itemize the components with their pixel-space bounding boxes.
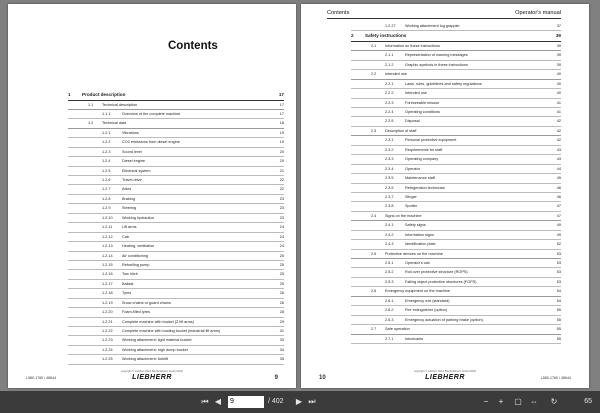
zoom-out-icon[interactable]: − — [483, 397, 489, 406]
toc-entry[interactable] — [68, 101, 284, 110]
toc-entry[interactable] — [351, 193, 561, 202]
toc-entry-number: 1.2.3 — [102, 149, 111, 154]
toc-entry-title: Signs on the machine — [385, 213, 422, 218]
toc-entry[interactable] — [68, 280, 284, 289]
toc-entry-title: Intoxicants — [405, 336, 424, 341]
toc-entry-title: Travel drive — [122, 178, 142, 182]
toc-entry[interactable] — [351, 174, 561, 183]
toc-entry[interactable] — [68, 270, 284, 279]
toc-entry[interactable] — [351, 306, 561, 315]
toc-entry-number: 1.2 — [88, 121, 94, 126]
toc-entry-page: 39 — [555, 33, 561, 39]
toc-entry-number: 1.2.19 — [102, 300, 113, 305]
toc-entry-title: Snow chains or guard chains — [122, 300, 171, 305]
toc-entry-page: 24 — [279, 234, 284, 239]
toc-entry-title: Diesel engine — [122, 159, 146, 164]
toc-entry-number: 1.2.11 — [102, 225, 113, 230]
toc-entry-title: Lift arms — [122, 225, 137, 230]
toc-entry-page: 39 — [556, 53, 561, 58]
toc-entry-page: 55 — [556, 308, 561, 313]
toc-entry-number: 2.4.2 — [385, 232, 394, 237]
toc-entry[interactable] — [351, 127, 561, 136]
toc-entry-page: 41 — [556, 110, 561, 114]
toc-entry-title: Maintenance staff — [405, 176, 435, 181]
toc-entry-page: 25 — [279, 281, 284, 286]
toc-entry-title: Intended use — [405, 91, 427, 96]
toc-entry-title: Description of staff — [385, 128, 417, 133]
toc-entry-title: Information signs — [405, 232, 434, 237]
toc-entry-title: Braking — [122, 196, 135, 201]
toc-entry-title: Electrical system — [122, 168, 151, 173]
toc-entry-title: Safety instructions — [365, 33, 407, 39]
toc-entry-page: 54 — [556, 289, 561, 294]
toc-entry-title: Axles — [122, 187, 132, 192]
toc-entry[interactable] — [351, 108, 561, 117]
toc-entry[interactable] — [351, 212, 561, 221]
toc-entry-page: 46 — [556, 185, 561, 190]
document-page-right — [301, 4, 589, 388]
toc-entry-number: 1.2.2 — [102, 140, 111, 145]
toc-entry[interactable] — [68, 148, 284, 157]
toc-entry-title: Refrigeration technician — [405, 185, 445, 190]
toc-entry-number: 1.2.24 — [102, 347, 113, 352]
page-footer — [26, 371, 278, 381]
toc-entry-page: 35 — [279, 357, 284, 362]
fit-page-icon[interactable]: ▢ — [514, 397, 522, 406]
toc-entry-number: 1.2.8 — [102, 196, 111, 201]
toc-entry-title: Identification plate — [405, 242, 436, 247]
toc-entry-page: 55 — [556, 336, 561, 341]
toc-entry-page: 33 — [279, 338, 284, 343]
toc-entry-page: 24 — [279, 225, 284, 230]
toc-entry-page: 18 — [279, 121, 284, 126]
toc-entry-number: 2.6.2 — [385, 308, 394, 313]
toc-entry[interactable] — [68, 204, 284, 213]
toc-entry-title: Vibrations — [122, 130, 139, 135]
document-code: L580-1760 / 48644 — [26, 376, 57, 380]
toc-entry-number: 1.2.14 — [102, 253, 113, 258]
toc-entry-page: 23 — [279, 206, 284, 211]
toc-entry[interactable] — [351, 31, 561, 42]
toc-entry-number: 1.2.23 — [102, 338, 113, 343]
toc-entry-page: 34 — [279, 347, 284, 352]
toc-entry-title: Requirements for staff — [405, 147, 443, 152]
toc-entry-title: Working attachment: high dump bucket — [122, 347, 188, 352]
toc-entry-page: 46 — [556, 194, 561, 199]
toc-entry-number: 1.2.16 — [102, 272, 113, 277]
last-page-icon[interactable]: ⏭ — [308, 397, 316, 406]
toc-entry-page: 31 — [279, 329, 284, 333]
toc-entry-number: 2.2.3 — [385, 100, 394, 105]
toc-entry-number: 1.2.21 — [102, 319, 113, 324]
toc-entry-title: Disposal — [405, 119, 420, 124]
toc-entry[interactable] — [351, 240, 561, 249]
toc-entry-number: 1.1 — [88, 102, 94, 107]
toc-entry[interactable] — [68, 252, 284, 261]
brand-logo: LIEBHERR — [425, 374, 465, 381]
toc-entry-page: 40 — [556, 91, 561, 96]
toc-entry[interactable] — [351, 297, 561, 306]
toc-entry[interactable] — [351, 80, 561, 89]
toc-entry[interactable] — [68, 327, 284, 336]
first-page-icon[interactable]: ⏮ — [201, 397, 209, 406]
toc-entry[interactable] — [68, 110, 284, 119]
toc-entry[interactable] — [68, 355, 284, 364]
toc-entry-number: 2 — [351, 33, 354, 39]
toc-entry-title: Refuelling pump — [122, 262, 150, 267]
toc-entry-number: 1 — [68, 92, 71, 97]
page-footer — [319, 371, 571, 381]
toc-entry-number: 2.3.2 — [385, 147, 394, 152]
toc-entry-page: 42 — [556, 128, 561, 133]
toc-entry-number: 2.3.5 — [385, 176, 394, 181]
toc-entry[interactable] — [351, 278, 561, 287]
toc-entry[interactable] — [351, 287, 561, 296]
toc-entry-number: 2.5.3 — [385, 279, 394, 284]
toc-entry-title: Emergency exit (standard) — [405, 298, 450, 303]
toc-entry-page: 49 — [556, 232, 561, 237]
toc-entry-number: 2.6.3 — [385, 317, 394, 322]
toc-entry-number: 1.2.20 — [102, 310, 113, 315]
toc-entry-title: Spotter — [405, 204, 418, 209]
toc-entry-title: Safe operation — [385, 327, 410, 332]
document-page-left — [8, 4, 296, 388]
toc-entry-number: 2.3.1 — [385, 138, 394, 143]
toc-entry-page: 49 — [556, 223, 561, 228]
toc-entry-title: Personal protective equipment — [405, 138, 457, 143]
toc-entry[interactable] — [351, 51, 561, 60]
table-of-contents — [68, 90, 284, 365]
toc-entry-number: 1.2.4 — [102, 159, 111, 164]
toc-entry-page: 52 — [556, 242, 561, 247]
viewer-toolbar — [0, 391, 600, 413]
copyright-text: copyright © Liebherr-Werk Bischofshofen GmbH 2020 — [121, 370, 183, 373]
toc-entry-title: Intended use — [385, 72, 407, 77]
toc-entry-page: 39 — [556, 62, 561, 67]
toc-entry-number: 2.3.7 — [385, 194, 394, 199]
toc-entry-title: CO2 emissions from diesel engine — [122, 140, 180, 145]
toc-entry[interactable] — [68, 176, 284, 185]
toc-entry-page: 42 — [556, 119, 561, 124]
toc-entry-title: Emergency equipment on the machine — [385, 289, 451, 294]
toc-entry[interactable] — [351, 259, 561, 268]
toc-entry-title: Operating company — [405, 157, 439, 162]
toc-entry[interactable] — [351, 146, 561, 155]
toc-entry-number: 2.3.3 — [385, 157, 394, 162]
toc-entry-page: 20 — [279, 149, 284, 154]
toc-entry-title: Operating conditions — [405, 110, 440, 114]
margin-stamp — [579, 174, 583, 244]
table-of-contents — [351, 22, 561, 344]
toc-entry[interactable] — [351, 70, 561, 79]
toc-entry-number: 2.6.1 — [385, 298, 394, 303]
toc-entry-page: 42 — [556, 138, 561, 143]
toc-entry-title: Roll over protective structure (ROPS) — [405, 270, 468, 275]
toc-entry-title: Laws, rules, guidelines and safety regulations — [405, 81, 482, 86]
toc-entry[interactable] — [68, 195, 284, 204]
toc-entry-number: 2.1.1 — [385, 53, 394, 58]
toc-entry-title: Working hydraulics — [122, 215, 155, 220]
toc-entry-title: Air conditioning — [122, 253, 148, 258]
toc-entry-title: Complete machine with loading bucket (industrial lift arms) — [122, 329, 221, 333]
toc-entry-title: Complete machine with bucket (Z lift arms) — [122, 319, 194, 324]
toc-entry[interactable] — [68, 167, 284, 176]
next-page-icon[interactable]: ▶ — [295, 397, 303, 406]
page-number-input[interactable] — [228, 396, 264, 408]
toc-entry[interactable] — [351, 89, 561, 98]
toc-entry[interactable] — [68, 233, 284, 242]
toc-entry[interactable] — [68, 185, 284, 194]
zoom-in-icon[interactable]: + — [498, 397, 504, 406]
toc-entry[interactable] — [351, 155, 561, 164]
toc-entry-page: 25 — [279, 253, 284, 258]
toc-entry[interactable] — [351, 22, 561, 31]
toc-entry-page: 19 — [279, 130, 284, 135]
toc-entry-title: Emergency actuation of parking brake (option) — [405, 317, 483, 322]
toc-entry[interactable] — [68, 119, 284, 128]
toc-entry-title: Technical data — [102, 121, 127, 126]
toc-entry-number: 2.7.1 — [385, 336, 394, 341]
toc-entry-page: 17 — [278, 92, 284, 97]
toc-entry-number: 2.4.1 — [385, 223, 394, 228]
rotate-icon[interactable]: ↻ — [550, 397, 558, 406]
toc-entry-page: 24 — [279, 244, 284, 249]
toc-entry-number: 1.2.10 — [102, 215, 113, 220]
toc-entry-number: 1.2.27 — [385, 24, 396, 28]
toc-entry-number: 2.2.1 — [385, 81, 394, 86]
toc-entry-title: Working attachment: forklift — [122, 357, 168, 362]
toc-entry-number: 1.2.17 — [102, 281, 113, 286]
toc-entry[interactable] — [351, 42, 561, 51]
toc-entry-page: 43 — [556, 157, 561, 162]
toc-entry-number: 2.7 — [371, 327, 377, 332]
toc-entry-title: Fire extinguisher (option) — [405, 308, 447, 313]
toc-entry-title: Foam-filled tyres — [122, 310, 151, 315]
toc-entry-page: 40 — [556, 72, 561, 77]
toc-entry-page: 26 — [279, 291, 284, 296]
toc-entry-title: Cab — [122, 234, 129, 239]
toc-entry-number: 1.2.1 — [102, 130, 111, 135]
toc-entry[interactable] — [351, 221, 561, 230]
toc-entry-number: 2.1 — [371, 43, 377, 48]
page-title: Contents — [168, 40, 218, 52]
toc-entry-page: 47 — [556, 204, 561, 209]
toc-entry-page: 20 — [279, 159, 284, 164]
toc-entry[interactable] — [68, 318, 284, 327]
toc-entry-title: Safety signs — [405, 223, 426, 228]
toc-entry-title: Steering — [122, 206, 137, 211]
prev-page-icon[interactable]: ◀ — [214, 397, 222, 406]
toc-entry-title: Technical description — [102, 102, 138, 107]
toc-entry[interactable] — [351, 268, 561, 277]
toc-entry-title: Tow hitch — [122, 272, 138, 277]
toc-entry-number: 2.3.6 — [385, 185, 394, 190]
toc-entry[interactable] — [68, 214, 284, 223]
toc-entry-title: Product description — [82, 92, 126, 97]
copyright-text: copyright © Liebherr-Werk Bischofshofen GmbH 2020 — [414, 370, 476, 373]
toc-entry-title: Falling object protective structures (FOPS) — [405, 279, 477, 284]
toc-entry[interactable] — [68, 90, 284, 101]
toc-entry-title: Representation of warning messages — [405, 53, 468, 58]
toc-entry[interactable] — [68, 157, 284, 166]
toc-entry-page: 22 — [279, 187, 284, 192]
toc-entry[interactable] — [68, 129, 284, 138]
toc-entry-title: Foreseeable misuse — [405, 100, 440, 105]
toc-entry-page: 29 — [279, 319, 284, 324]
toc-entry-title: Graphic symbols in these instructions — [405, 62, 468, 67]
toc-entry[interactable] — [68, 242, 284, 251]
zoom-level[interactable]: 65 — [584, 398, 592, 405]
toc-entry[interactable] — [351, 325, 561, 334]
toc-entry-page: 55 — [556, 317, 561, 322]
toc-entry[interactable] — [351, 61, 561, 70]
toc-entry-title: Operator's cab — [405, 261, 430, 265]
toc-entry-number: 2.2.5 — [385, 119, 394, 124]
toc-entry-page: 28 — [279, 310, 284, 315]
toc-entry-page: 22 — [279, 178, 284, 182]
toc-entry-page: 23 — [279, 196, 284, 201]
toc-entry-number: 1.2.6 — [102, 178, 111, 182]
page-number: 10 — [319, 375, 326, 381]
toc-entry-number: 2.5 — [371, 251, 377, 256]
toc-entry-page: 23 — [279, 215, 284, 220]
toc-entry-number: 2.4 — [371, 213, 377, 218]
toc-entry-page: 53 — [556, 270, 561, 275]
toc-entry[interactable] — [351, 316, 561, 325]
toc-entry-number: 1.2.5 — [102, 168, 111, 173]
toc-entry-title: Slinger — [405, 194, 417, 199]
page-count: / 402 — [268, 398, 284, 405]
toc-entry[interactable] — [351, 231, 561, 240]
page-number: 9 — [274, 375, 278, 381]
toc-entry-number: 2.2.2 — [385, 91, 394, 96]
toc-entry[interactable] — [68, 138, 284, 147]
toc-entry[interactable] — [351, 202, 561, 211]
toc-entry-title: Working attachment: light material bucket — [122, 338, 192, 343]
header-manual-title: Operator's manual — [515, 10, 561, 16]
toc-entry-number: 2.2 — [371, 72, 377, 77]
toc-entry-number: 1.2.22 — [102, 329, 113, 333]
toc-entry[interactable] — [68, 299, 284, 308]
toc-entry-number: 2.3.4 — [385, 166, 394, 171]
toc-entry[interactable] — [68, 346, 284, 355]
toc-entry-page: 26 — [279, 300, 284, 305]
toc-entry-number: 1.2.18 — [102, 291, 113, 296]
toc-entry-title: Operator — [405, 166, 420, 171]
toc-entry-page: 25 — [279, 272, 284, 277]
toc-entry-title: Heating, ventilation — [122, 244, 155, 249]
toc-entry-page: 53 — [556, 251, 561, 256]
toc-entry-number: 2.2.4 — [385, 110, 394, 114]
toc-entry[interactable] — [351, 136, 561, 145]
toc-entry-page: 47 — [556, 213, 561, 218]
toc-entry-number: 2.6 — [371, 289, 377, 294]
toc-entry-number: 2.5.1 — [385, 261, 394, 265]
toc-entry-page: 41 — [556, 100, 561, 105]
toc-entry-number: 1.2.7 — [102, 187, 111, 192]
toc-entry-title: Sound level — [122, 149, 142, 154]
margin-stamp — [12, 174, 16, 244]
toc-entry-page: 21 — [279, 168, 284, 173]
toc-entry[interactable] — [68, 261, 284, 270]
toc-entry-number: 2.4.3 — [385, 242, 394, 247]
toc-entry-page: 39 — [556, 43, 561, 48]
toc-entry-number: 1.2.25 — [102, 357, 113, 362]
document-code: L580-1760 / 48644 — [540, 376, 571, 380]
toc-entry-number: 1.2.9 — [102, 206, 111, 211]
toc-entry[interactable] — [351, 99, 561, 108]
toc-entry-number: 1.2.15 — [102, 262, 113, 267]
toc-entry-number: 2.1.2 — [385, 62, 394, 67]
toc-entry-page: 40 — [556, 81, 561, 86]
toc-entry-title: Overview of the complete machine — [122, 111, 181, 116]
toc-entry-title: Working attachment log grappler — [405, 24, 460, 28]
toc-entry-page: 25 — [279, 262, 284, 267]
toc-entry-title: Ballast — [122, 281, 134, 286]
toc-entry-page: 55 — [556, 327, 561, 332]
fit-width-icon[interactable]: ⇔ — [530, 397, 538, 406]
page-header — [327, 8, 561, 19]
toc-entry-page: 54 — [556, 298, 561, 303]
toc-entry-page: 45 — [556, 176, 561, 181]
toc-entry-title: Information on these instructions — [385, 43, 440, 48]
toc-entry[interactable] — [351, 184, 561, 193]
toc-entry-number: 2.5.2 — [385, 270, 394, 275]
toc-entry-number: 1.1.1 — [102, 111, 111, 116]
toc-entry-title: Protective devices on the machine — [385, 251, 443, 256]
toc-entry-page: 43 — [556, 147, 561, 152]
toc-entry-number: 1.2.12 — [102, 234, 113, 239]
toc-entry[interactable] — [351, 335, 561, 344]
toc-entry[interactable] — [351, 165, 561, 174]
toc-entry-page: 44 — [556, 166, 561, 171]
toc-entry[interactable] — [68, 223, 284, 232]
toc-entry-title: Tyres — [122, 291, 132, 296]
toc-entry-page: 53 — [556, 261, 561, 265]
toc-entry[interactable] — [351, 250, 561, 259]
toc-entry-page: 17 — [279, 111, 284, 116]
toc-entry-number: 1.2.13 — [102, 244, 113, 249]
toc-entry-number: 2.3 — [371, 128, 377, 133]
toc-entry[interactable] — [68, 289, 284, 298]
toc-entry-page: 53 — [556, 279, 561, 284]
toc-entry[interactable] — [351, 117, 561, 126]
toc-entry-page: 37 — [556, 24, 561, 28]
toc-entry[interactable] — [68, 308, 284, 317]
brand-logo: LIEBHERR — [132, 374, 172, 381]
toc-entry[interactable] — [68, 336, 284, 345]
toc-entry-number: 2.3.8 — [385, 204, 394, 209]
toc-entry-page: 19 — [279, 140, 284, 145]
header-section-title: Contents — [327, 10, 350, 16]
toc-entry-page: 17 — [279, 102, 284, 107]
